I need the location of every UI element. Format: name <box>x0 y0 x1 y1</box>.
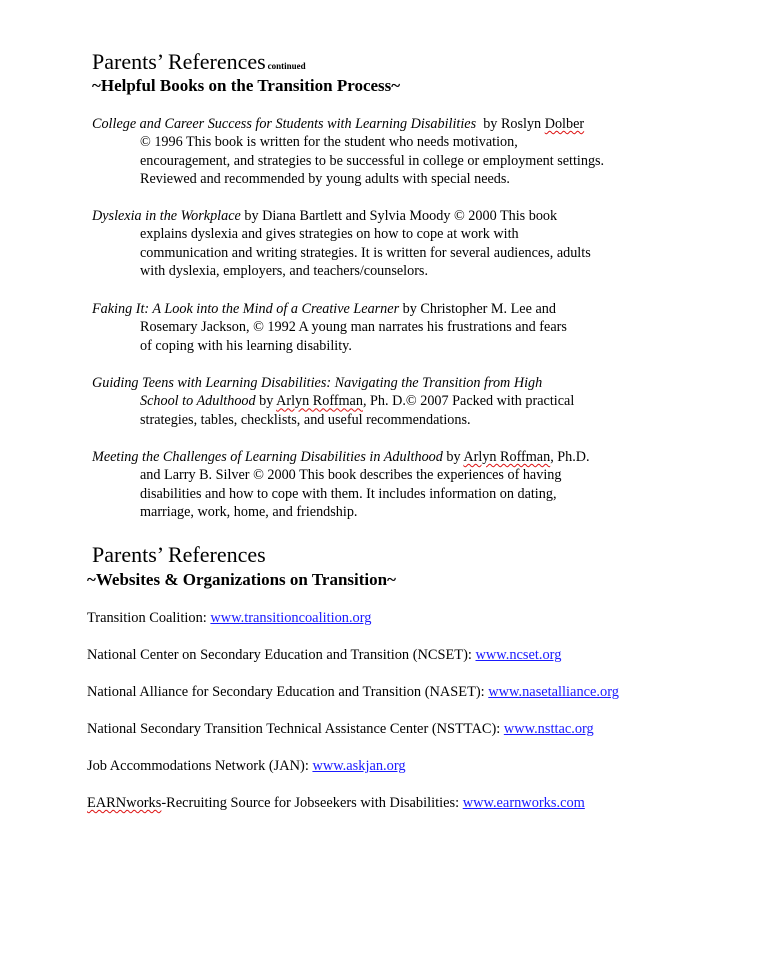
book-description-line: communication and writing strategies. It is written for several audiences, adults <box>140 244 591 261</box>
book-author-prefix: by <box>259 393 274 410</box>
book-description-line: and Larry B. Silver © 2000 This book describes the experiences of having <box>140 467 562 484</box>
book-author: Arlyn Roffman <box>276 393 363 410</box>
book-description-line: Reviewed and recommended by young adults with special needs. <box>140 170 510 187</box>
book-description-line: strategies, tables, checklists, and useful recommendations. <box>140 411 471 428</box>
book-title: Dyslexia in the Workplace <box>92 208 241 224</box>
resource-item <box>87 757 406 775</box>
section2-subtitle: ~Websites & Organizations on Transition~ <box>87 570 396 589</box>
resource-label: Job Accommodations Network (JAN): <box>87 758 313 774</box>
book-author-details: , Ph.D. <box>550 449 590 465</box>
resource-label: National Secondary Transition Technical Assistance Center (NSTTAC): <box>87 721 504 737</box>
resource-link[interactable]: www.ncset.org <box>475 647 562 663</box>
resource-item <box>87 609 371 627</box>
resource-link[interactable]: www.transitioncoalition.org <box>210 610 372 626</box>
book-title: Faking It: A Look into the Mind of a Creative Learner <box>92 301 400 317</box>
book-entry <box>92 300 692 355</box>
book-description-line: © 1996 This book is written for the student who needs motivation, <box>140 134 518 151</box>
book-entry <box>92 207 692 280</box>
resource-link[interactable]: www.nasetalliance.org <box>488 684 619 700</box>
book-author: by Roslyn <box>483 116 542 132</box>
resource-label: Transition Coalition: <box>87 610 211 626</box>
section1-subtitle: ~Helpful Books on the Transition Process~ <box>92 76 401 95</box>
resource-link[interactable]: www.earnworks.com <box>462 795 585 811</box>
resource-item <box>87 794 585 812</box>
resource-item <box>87 646 561 664</box>
book-description-line: marriage, work, home, and friendship. <box>140 503 358 520</box>
resource-label: National Alliance for Secondary Education and Transition (NASET): <box>87 684 489 700</box>
book-author: by Christopher M. Lee and <box>402 301 556 317</box>
resource-label: -Recruiting Source for Jobseekers with Disabilities: <box>161 795 463 811</box>
book-description-line: of coping with his learning disability. <box>140 337 352 354</box>
book-description-line: disabilities and how to cope with them. It includes information on dating, <box>140 485 557 502</box>
book-title: College and Career Success for Students with Learning Disabilities <box>92 116 477 132</box>
resource-item <box>87 720 594 738</box>
book-description-line: with dyslexia, employers, and teachers/counselors. <box>140 262 429 279</box>
resource-item <box>87 683 619 701</box>
book-description-line: Rosemary Jackson, © 1992 A young man narrates his frustrations and fears <box>140 319 567 336</box>
book-title: Guiding Teens with Learning Disabilities: Navigating the Transition from High <box>92 375 543 391</box>
book-title: Meeting the Challenges of Learning Disabilities in Adulthood <box>92 449 443 465</box>
section2-title: Parents’ References <box>92 542 266 567</box>
section1-title-text: Parents’ References <box>92 49 266 74</box>
book-entry <box>92 115 692 188</box>
book-description-line: explains dyslexia and gives strategies on how to cope at work with <box>140 226 519 243</box>
book-entry <box>92 448 692 521</box>
book-author: Arlyn Roffman <box>463 449 551 465</box>
book-description-line: encouragement, and strategies to be successful in college or employment settings. <box>140 152 605 169</box>
book-author-prefix: by <box>446 449 461 465</box>
resource-label-brand: EARNworks <box>87 795 162 811</box>
section1-title <box>92 50 306 78</box>
book-title-continued: School to Adulthood <box>140 393 256 410</box>
resource-link[interactable]: www.askjan.org <box>312 758 406 774</box>
book-author-details: , Ph. D.© 2007 Packed with practical <box>362 393 575 410</box>
resource-link[interactable]: www.nsttac.org <box>503 721 594 737</box>
book-entry <box>92 374 692 429</box>
book-author-surname: Dolber <box>544 116 585 132</box>
book-author: by Diana Bartlett and Sylvia Moody © 2000 This book <box>244 208 558 224</box>
section1-title-suffix: continued <box>267 61 306 71</box>
resource-label: National Center on Secondary Education and Transition (NCSET): <box>87 647 476 663</box>
